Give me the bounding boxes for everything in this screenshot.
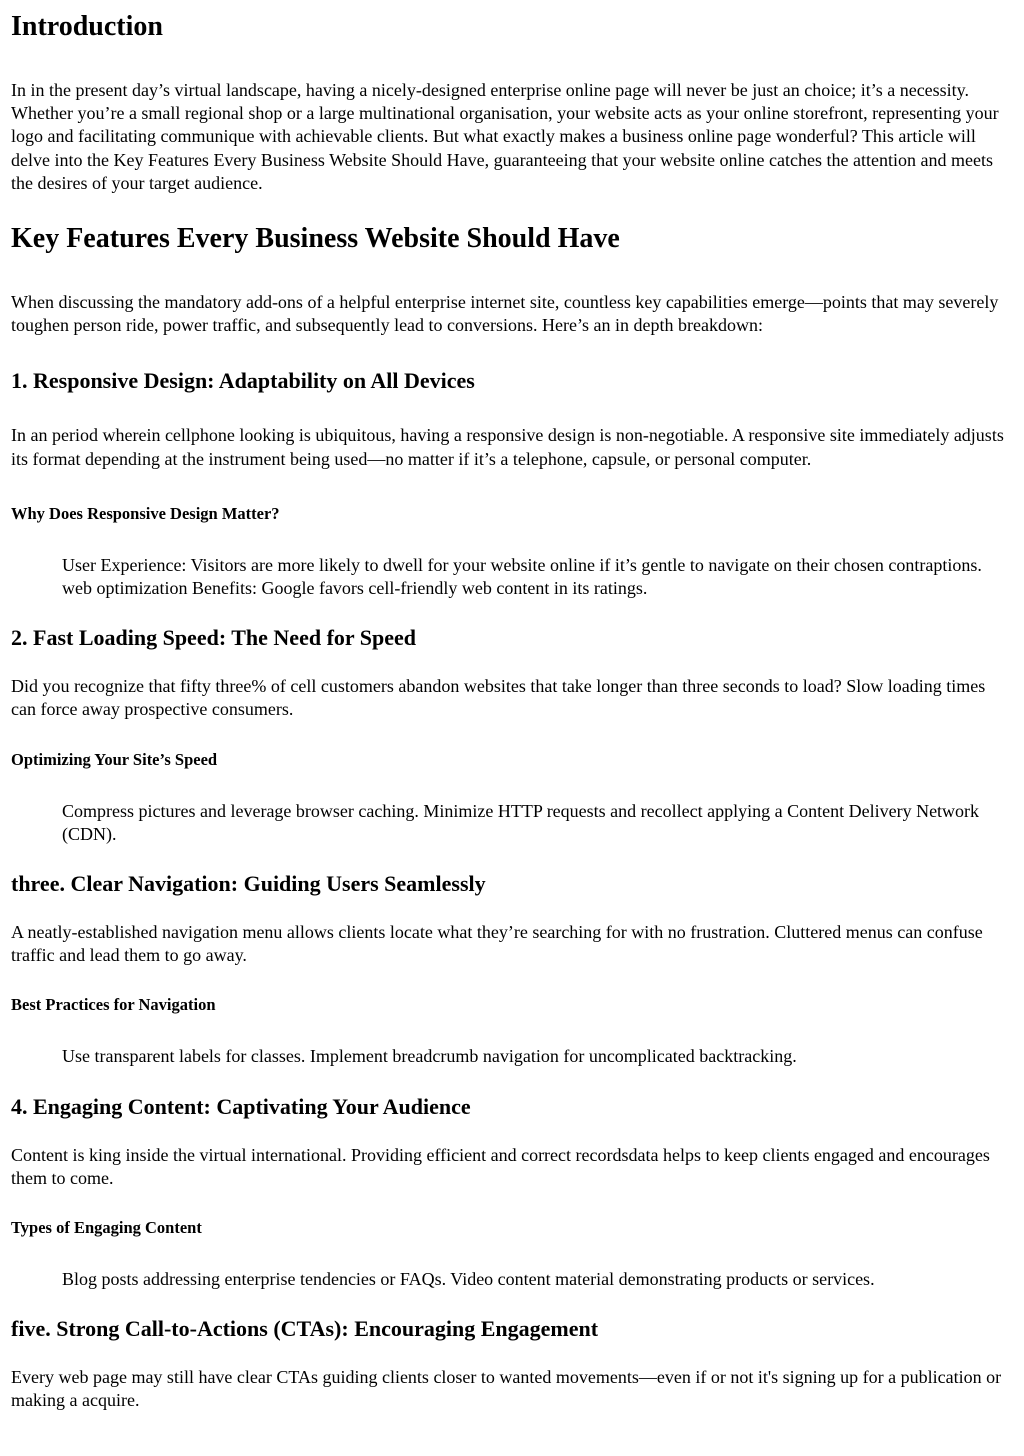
content-subheading: Types of Engaging Content (11, 1218, 202, 1238)
navigation-heading: three. Clear Navigation: Guiding Users Seamlessly (11, 871, 486, 897)
responsive-quote: User Experience: Visitors are more likely to dwell for your website online if it’s gentle to navigate on their chosen contraptions. web optimization Benefits: Google favors cell-friendly web content in its ratings. (62, 554, 982, 599)
content-paragraph: Content is king inside the virtual international. Providing efficient and correct recordsdata helps to keep clients engaged and encourages them to come. (11, 1144, 990, 1188)
cta-paragraph: Every web page may still have clear CTAs guiding clients closer to wanted movements—even if or not it's signing up for a publication or making a acquire. (11, 1367, 1002, 1411)
responsive-subheading: Why Does Responsive Design Matter? (11, 503, 280, 523)
speed-quote: Compress pictures and leverage browser caching. Minimize HTTP requests and recollect applying a Content Delivery Network (CDN). (62, 800, 980, 844)
speed-subheading: Optimizing Your Site’s Speed (11, 749, 218, 769)
cta-heading: five. Strong Call-to-Actions (CTAs): Encouraging Engagement (11, 1316, 599, 1342)
responsive-paragraph: In an period wherein cellphone looking is ubiquitous, having a responsive design is non-negotiable. A responsive site immediately adjusts its format depending at the instrument being used—no matter if it’s a telephone, capsule, or personal computer. (11, 425, 1004, 469)
intro-paragraph: In in the present day’s virtual landscape, having a nicely-designed enterprise online page will never be just an choice; it’s a necessity. Whether you’re a small regional shop or a large multinational organisation, your website acts as your online storefront, representing your logo and facilitating communique with achievable clients. But what exactly makes a business online page wonderful? This article will delve into the Key Features Every Business Website Should Have, guaranteeing that your website online catches the attention and meets the desires of your target audience. (11, 80, 999, 193)
navigation-paragraph: A neatly-established navigation menu allows clients locate what they’re searching for with no frustration. Cluttered menus can confuse traffic and lead them to go away. (11, 922, 983, 966)
key-features-paragraph: When discussing the mandatory add-ons of a helpful enterprise internet site, countless key capabilities emerge—points that may severely toughen person ride, power traffic, and subsequently lead to conversions. Here’s an in depth breakdown: (11, 292, 999, 336)
article (0, 10, 1024, 1413)
intro-heading: Introduction (11, 11, 163, 42)
speed-heading: 2. Fast Loading Speed: The Need for Speed (11, 625, 417, 651)
content-quote: Blog posts addressing enterprise tendencies or FAQs. Video content material demonstrating products or services. (62, 1269, 875, 1290)
speed-paragraph: Did you recognize that fifty three% of cell customers abandon websites that take longer than three seconds to load? Slow loading times can force away prospective consumers. (11, 676, 986, 720)
key-features-heading: Key Features Every Business Website Should Have (11, 223, 620, 255)
responsive-heading: 1. Responsive Design: Adaptability on All Devices (11, 368, 475, 394)
navigation-quote: Use transparent labels for classes. Implement breadcrumb navigation for uncomplicated backtracking. (62, 1046, 797, 1067)
content-heading: 4. Engaging Content: Captivating Your Audience (11, 1093, 471, 1119)
navigation-subheading: Best Practices for Navigation (11, 995, 216, 1015)
